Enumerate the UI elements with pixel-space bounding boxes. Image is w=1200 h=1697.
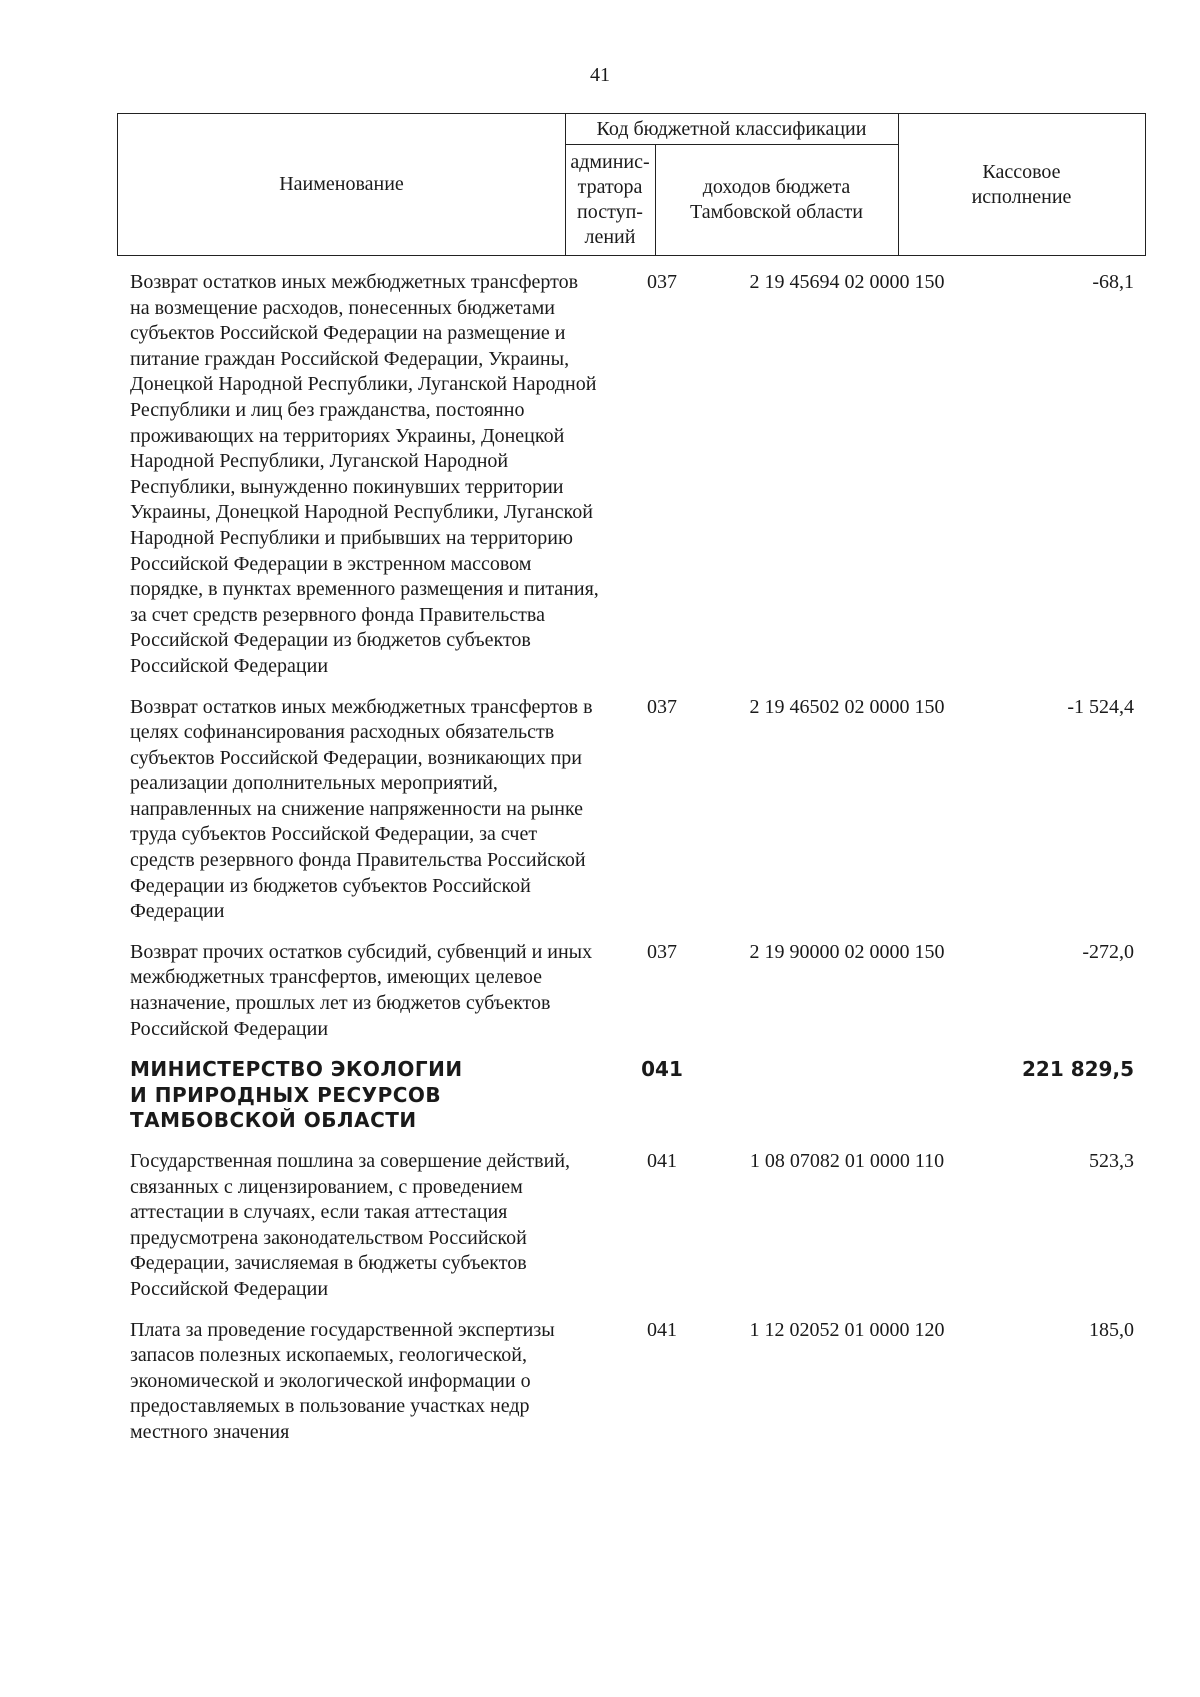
- table-row: [0, 940, 1200, 1042]
- row-admin-code: 041: [647, 1150, 677, 1172]
- row-amount: -68,1: [1092, 271, 1134, 293]
- row-name: Государственная пошлина за совершение действий, связанных с лицензированием, с проведением аттестации в случаях, если такая аттестация предусмотрена законодательством Российской Федерации, зачисляемая в бюджеты субъектов Российской Федерации: [130, 1150, 571, 1300]
- header-budget-code-group: Код бюджетной классификации: [596, 117, 867, 140]
- ministry-amount: 221 829,5: [1022, 1057, 1134, 1082]
- header-revenue-code: доходов бюджета Тамбовской области: [690, 175, 863, 223]
- row-revenue-code: 2 19 45694 02 0000 150: [749, 271, 945, 293]
- table-header: [117, 113, 1146, 256]
- header-name: Наименование: [279, 173, 404, 195]
- ministry-name: МИНИСТЕРСТВО ЭКОЛОГИИ И ПРИРОДНЫХ РЕСУРСОВ ТАМБОВСКОЙ ОБЛАСТИ: [130, 1057, 463, 1133]
- row-revenue-code: 1 12 02052 01 0000 120: [749, 1318, 945, 1341]
- row-admin-code: 041: [647, 1318, 677, 1341]
- page-number: 41: [590, 64, 610, 86]
- ministry-admin-code: 041: [641, 1057, 683, 1082]
- table-row: [0, 1149, 1200, 1303]
- row-admin-code: 037: [647, 695, 677, 718]
- row-revenue-code: 1 08 07082 01 0000 110: [749, 1150, 945, 1172]
- header-execution: Кассовое исполнение: [971, 160, 1072, 208]
- row-amount: 185,0: [1089, 1318, 1134, 1341]
- row-amount: -1 524,4: [1067, 695, 1134, 718]
- row-admin-code: 037: [647, 271, 677, 293]
- row-name: Возврат остатков иных межбюджетных трансфертов в целях софинансирования расходных обязательств субъектов Российской Федерации, возникающих при реализации дополнительных мероприятий, направленных на снижение напряженности на рынке труда субъектов Российской Федерации, за счет средств резервного фонда Правительства Российской Федерации из бюджетов субъектов Российской Федерации: [130, 695, 593, 923]
- table-row: [0, 695, 1200, 925]
- row-amount: -272,0: [1082, 940, 1134, 963]
- row-admin-code: 037: [647, 940, 677, 963]
- row-revenue-code: 2 19 46502 02 0000 150: [749, 695, 945, 718]
- row-revenue-code: 2 19 90000 02 0000 150: [749, 940, 945, 963]
- table-row: [0, 270, 1200, 680]
- row-name: Плата за проведение государственной экспертизы запасов полезных ископаемых, геологической, экономической и экологической информации о предоставляемых в пользование участках недр местного значения: [130, 1318, 555, 1443]
- row-name: Возврат остатков иных межбюджетных трансфертов на возмещение расходов, понесенных бюджетами субъектов Российской Федерации на размещение и питание граждан Российской Федерации, Украины, Донецкой Народной Республики, Луганской Народной Республики и лиц без гражданства, постоянно проживающих на территориях Украины, Донецкой Народной Республики, Луганской Народной Республики, вынужденно покинувших территории Украины, Донецкой Народной Республики, Луганской Народной Республики и прибывших на территорию Российской Федерации в экстренном массовом порядке, в пунктах временного размещения и питания, за счет средств резервного фонда Правительства Российской Федерации из бюджетов субъектов Российской Федерации: [130, 271, 599, 677]
- header-administrator: админис- тратора поступ- лений: [570, 150, 650, 248]
- table-body: [0, 270, 1200, 1461]
- row-amount: 523,3: [1089, 1150, 1134, 1172]
- ministry-row: [0, 1057, 1200, 1134]
- row-name: Возврат прочих остатков субсидий, субвенций и иных межбюджетных трансфертов, имеющих целевое назначение, прошлых лет из бюджетов субъектов Российской Федерации: [130, 940, 593, 1040]
- table-row: [0, 1318, 1200, 1446]
